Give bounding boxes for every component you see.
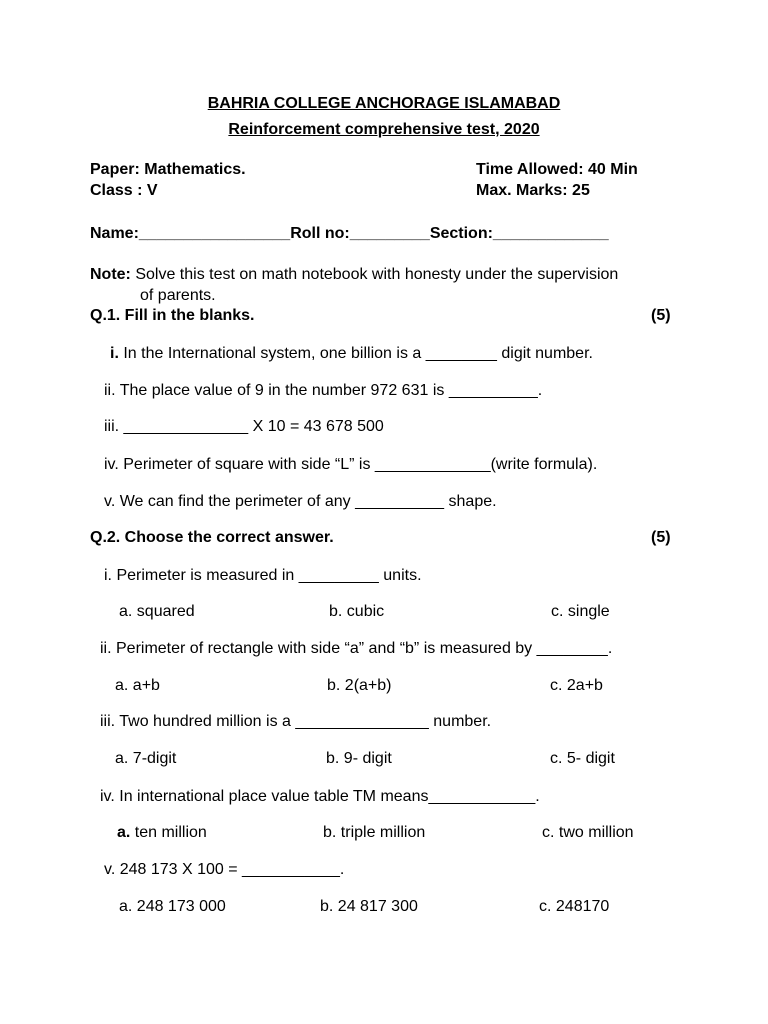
section-label: Section:_____________ <box>429 225 609 242</box>
q1-item-3: iii. ______________ X 10 = 43 678 500 <box>104 418 384 435</box>
name-field <box>90 224 609 244</box>
q2-title: Q.2. Choose the correct answer. <box>90 529 334 546</box>
q2-q2-option-c: c. 2a+b <box>550 677 603 694</box>
q2-marks: (5) <box>651 529 671 546</box>
q1-title: Q.1. Fill in the blanks. <box>90 307 255 324</box>
q2-q2-option-b: b. 2(a+b) <box>327 677 392 694</box>
time-allowed: Time Allowed: 40 Min <box>476 161 638 178</box>
q2-question-4: iv. In international place value table TM means____________. <box>100 788 540 805</box>
name-label: Name:_________________ <box>90 225 291 242</box>
q2-q4-option-c: c. two million <box>542 824 634 841</box>
q2-q4-option-a-letter: a. <box>117 824 131 841</box>
q2-q2-option-a: a. a+b <box>115 677 160 694</box>
q1-item-1-text: In the International system, one billion is a ________ digit number. <box>118 345 593 362</box>
test-title: Reinforcement comprehensive test, 2020 <box>228 121 540 138</box>
q2-q4-option-b: b. triple million <box>323 824 426 841</box>
q1-item-1 <box>110 344 593 364</box>
q1-item-1-num: i. <box>110 345 119 362</box>
note-text: Solve this test on math notebook with honesty under the supervision <box>130 266 619 283</box>
q2-question-5: v. 248 173 X 100 = ___________. <box>104 861 345 878</box>
q2-q5-option-c: c. 248170 <box>539 898 610 915</box>
class-label: Class : V <box>90 182 158 199</box>
q2-q3-option-c: c. 5- digit <box>550 750 615 767</box>
max-marks: Max. Marks: 25 <box>476 182 590 199</box>
q1-item-4: iv. Perimeter of square with side “L” is _____________(write formula). <box>104 456 598 473</box>
note-text-cont: of parents. <box>140 287 216 304</box>
college-name: BAHRIA COLLEGE ANCHORAGE ISLAMABAD <box>207 95 561 112</box>
q2-q3-option-b: b. 9- digit <box>326 750 392 767</box>
q2-q5-option-a: a. 248 173 000 <box>119 898 226 915</box>
q2-q1-option-a: a. squared <box>119 603 195 620</box>
q2-question-3: iii. Two hundred million is a _______________ number. <box>100 713 492 730</box>
q1-item-2: ii. The place value of 9 in the number 972 631 is __________. <box>104 382 543 399</box>
note <box>90 265 618 285</box>
roll-label: Roll no:_________ <box>290 225 430 242</box>
q2-question-2: ii. Perimeter of rectangle with side “a” and “b” is measured by ________. <box>100 640 613 657</box>
q2-q3-option-a: a. 7-digit <box>115 750 177 767</box>
q2-question-1: i. Perimeter is measured in _________ units. <box>104 567 422 584</box>
q1-marks: (5) <box>651 307 671 324</box>
q2-q5-option-b: b. 24 817 300 <box>320 898 418 915</box>
q1-item-5: v. We can find the perimeter of any __________ shape. <box>104 493 497 510</box>
q2-q1-option-b: b. cubic <box>329 603 385 620</box>
q2-q4-option-a <box>117 823 207 843</box>
note-label: Note: <box>90 266 131 283</box>
paper-label: Paper: Mathematics. <box>90 161 246 178</box>
q2-q4-option-a-text: ten million <box>130 824 207 841</box>
q2-q1-option-c: c. single <box>551 603 610 620</box>
